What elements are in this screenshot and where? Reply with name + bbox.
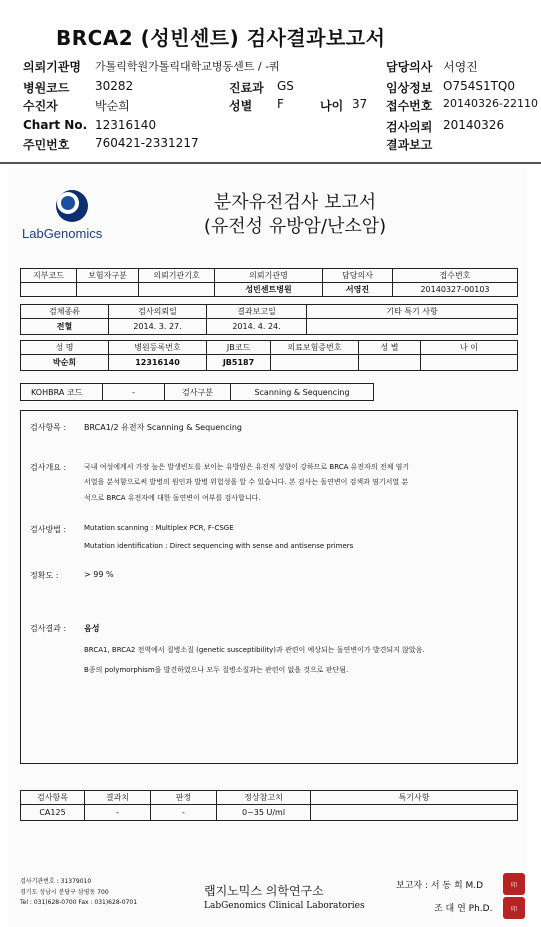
t1-h4: 담당의사 [323,269,393,283]
value-patient: 박순희 [95,99,130,113]
kohbra-value: - [103,384,165,401]
page-title: BRCA2 (성빈센트) 검사결과보고서 [56,26,386,50]
t2-v3 [307,319,518,335]
summary-line-1: 국내 여성에게서 가장 높은 발생빈도를 보이는 유방암은 유전적 성향이 강하므로 BRCA 유전자의 전체 염기 [84,463,410,471]
labgenomics-logo [22,186,122,246]
seal-stamp-icon: 印 [503,873,525,895]
t3-h1: 병원등록번호 [109,341,207,355]
label-clinical-info: 임상정보 [386,81,433,95]
t4-v4 [311,805,518,821]
label-age: 나이 [320,99,344,113]
t2-h1: 검사의뢰일 [109,305,207,319]
t1-h1: 보험자구분 [77,269,139,283]
info-table-3 [20,340,518,371]
t3-v3 [271,355,359,371]
result-label: 검사결과 : [30,624,67,633]
label-request-date: 검사의뢰 [386,120,433,134]
t1-v0 [21,283,77,297]
t2-v0: 전혈 [21,319,109,335]
result-line-2: B종의 polymorphism을 발견하였으나 모두 질병소질과는 관련이 없을 것으로 판단됨. [84,666,349,674]
footer-org-ko: 랩지노믹스 의학연구소 [204,884,324,898]
t3-h2: JB코드 [207,341,271,355]
value-hospital-code: 30282 [95,79,134,93]
label-chart-no: Chart No. [23,118,88,132]
test-type-value: Scanning & Sequencing [231,384,374,401]
label-department: 진료과 [229,81,264,95]
value-receipt-no: 20140326-22110 [443,97,538,110]
result-table [20,790,518,821]
t4-h3: 정상참고치 [217,791,311,805]
t3-h0: 성 명 [21,341,109,355]
label-doctor: 담당의사 [386,60,433,74]
value-sex: F [277,97,284,111]
label-resident-no: 주민번호 [23,138,70,152]
result-value: 음성 [84,624,100,633]
reporter-1: 보고자 : 서 동 희 M.D [396,881,484,891]
t2-h0: 검체종류 [21,305,109,319]
t2-v1: 2014. 3. 27. [109,319,207,335]
t2-v2: 2014. 4. 24. [207,319,307,335]
info-table-2 [20,304,518,335]
t2-h2: 결과보고일 [207,305,307,319]
value-resident-no: 760421-2331217 [95,136,199,150]
method-label: 검사방법 : [30,525,67,534]
footer-lab-number: 검사기관번호 : 31379010 [20,878,92,885]
t1-v5: 20140327-00103 [393,283,518,297]
kohbra-table [20,383,374,401]
method-line-2: Mutation identification : Direct sequencing with sense and antisense primers [84,542,354,550]
t2-h3: 기타 특기 사항 [307,305,518,319]
seal-stamp-icon-2: 印 [503,897,525,919]
t3-v5 [421,355,518,371]
report-title: 분자유전검사 보고서 [213,192,377,213]
label-hospital-code: 병원코드 [23,81,70,95]
test-type-label: 검사구분 [165,384,231,401]
value-doctor: 서영진 [443,60,478,74]
header-divider [0,162,541,164]
t1-v1 [77,283,139,297]
value-age: 37 [352,97,368,111]
value-request-date: 20140326 [443,118,505,132]
label-patient: 수진자 [23,99,58,113]
item-value: BRCA1/2 유전자 Scanning & Sequencing [84,423,242,432]
report-subtitle: (유전성 유방암/난소암) [203,216,387,237]
t1-h3: 의뢰기관명 [215,269,323,283]
kohbra-label: KOHBRA 코드 [21,384,103,401]
t1-h2: 의뢰기관기호 [139,269,215,283]
label-result-report: 결과보고 [386,138,433,152]
t1-h5: 접수번호 [393,269,518,283]
t3-v4 [359,355,421,371]
accuracy-value: > 99 % [84,570,114,579]
label-receipt-no: 접수번호 [386,99,433,113]
t1-v4: 서영진 [323,283,393,297]
summary-label: 검사개요 : [30,463,67,472]
t3-h4: 성 별 [359,341,421,355]
t4-h1: 결과치 [85,791,151,805]
t1-h0: 지부코드 [21,269,77,283]
t3-v2: JB5187 [207,355,271,371]
info-table-1 [20,268,518,297]
t3-v1: 12316140 [109,355,207,371]
summary-line-3: 석으로 BRCA 유전자에 대한 돌연변이 여부를 검사합니다. [84,494,261,502]
result-line-1: BRCA1, BRCA2 전역에서 질병소질 (genetic susceptibility)과 관련이 예상되는 돌연변이가 발견되지 않았음. [84,646,425,654]
method-line-1: Mutation scanning : Multiplex PCR, F-CSGE [84,524,234,532]
t3-h3: 의료보험증번호 [271,341,359,355]
t4-h4: 특기사항 [311,791,518,805]
label-institution: 의뢰기관명 [23,60,81,74]
t4-h2: 판정 [151,791,217,805]
t4-v1: - [85,805,151,821]
reporter-2: 조 대 연 Ph.D. [434,904,493,914]
logo-text: LabGenomics [22,226,103,241]
t1-v3: 성빈센트병원 [215,283,323,297]
t4-h0: 검사항목 [21,791,85,805]
summary-line-2: 서열을 분석함으로써 발병의 원인과 발병 위험성을 알 수 있습니다. 본 검사는 돌연변이 검색과 염기서열 분 [84,478,409,486]
scan-edge [527,168,541,927]
footer-address: 경기도 성남시 분당구 삼평동 700 [20,889,109,896]
t3-v0: 박순희 [21,355,109,371]
value-institution: 가톨릭학원가톨릭대학교병동센트 / -쿼 [95,60,280,73]
footer-org-en: LabGenomics Clinical Laboratories [204,901,365,911]
accuracy-label: 정확도 : [30,571,59,580]
t4-v0: CA125 [21,805,85,821]
t1-v2 [139,283,215,297]
value-chart-no: 12316140 [95,118,157,132]
footer-phone: Tel : 031)628-0700 Fax : 031)628-0701 [20,899,138,906]
t4-v3: 0~35 U/ml [217,805,311,821]
t3-h5: 나 이 [421,341,518,355]
t4-v2: - [151,805,217,821]
value-clinical-info: O754S1TQ0 [443,79,516,93]
value-department: GS [277,79,294,93]
item-label: 검사항목 : [30,423,67,432]
label-sex: 성별 [229,99,253,113]
